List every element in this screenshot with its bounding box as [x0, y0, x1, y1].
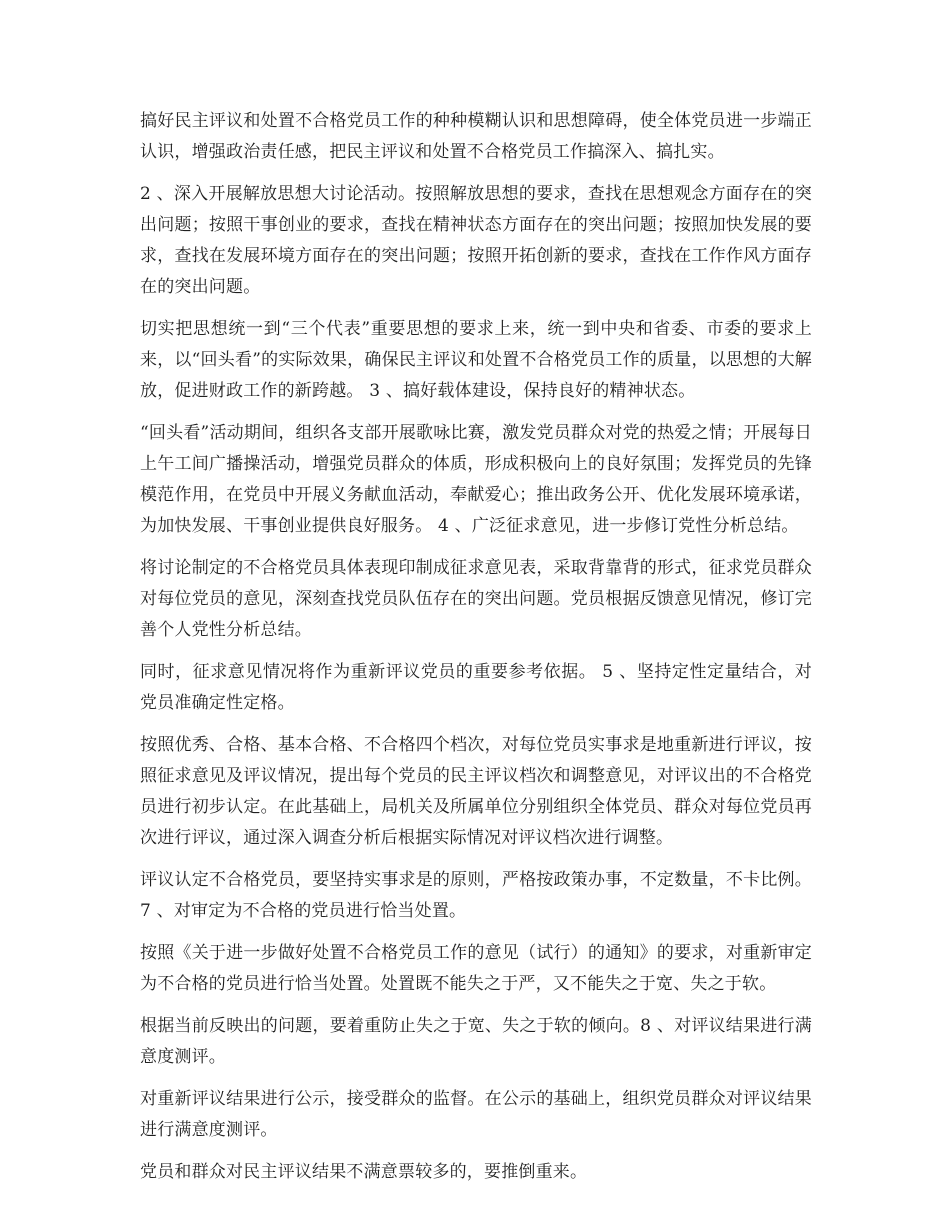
- paragraph-8: 评议认定不合格党员，要坚持实事求是的原则，严格按政策办事，不定数量，不卡比例。7 、对审定为不合格的党员进行恰当处置。: [140, 870, 812, 921]
- paragraph-1: 搞好民主评议和处置不合格党员工作的种种模糊认识和思想障碍，使全体党员进一步端正认识，增强政治责任感，把民主评议和处置不合格党员工作搞深入、搞扎实。: [140, 111, 812, 162]
- paragraph-3: 切实把思想统一到“三个代表”重要思想的要求上来，统一到中央和省委、市委的要求上来，以“回头看”的实际效果，确保民主评议和处置不合格党员工作的质量，以思想的大解放，促进财政工作的新跨越。 3 、搞好载体建设，保持良好的精神状态。: [140, 319, 812, 401]
- document-body: [140, 106, 812, 1199]
- paragraph-11: 对重新评议结果进行公示，接受群众的监督。在公示的基础上，组织党员群众对评议结果进行满意度测评。: [140, 1089, 812, 1140]
- paragraph-12: 党员和群众对民主评议结果不满意票较多的，要推倒重来。: [140, 1162, 588, 1182]
- paragraph-10: 根据当前反映出的问题，要着重防止失之于宽、失之于软的倾向。8 、对评议结果进行满意度测评。: [140, 1016, 812, 1067]
- paragraph-6: 同时，征求意见情况将作为重新评议党员的重要参考依据。 5 、坚持定性定量结合，对党员准确定性定格。: [140, 662, 812, 713]
- paragraph-9: 按照《关于进一步做好处置不合格党员工作的意见（试行）的通知》的要求，对重新审定为不合格的党员进行恰当处置。处置既不能失之于严，又不能失之于宽、失之于软。: [140, 943, 812, 994]
- paragraph-7: 按照优秀、合格、基本合格、不合格四个档次，对每位党员实事求是地重新进行评议，按照征求意见及评议情况，提出每个党员的民主评议档次和调整意见，对评议出的不合格党员进行初步认定。在此基础上，局机关及所属单位分别组织全体党员、群众对每位党员再次进行评议，通过深入调查分析后根据实际情况对评议档次进行调整。: [140, 735, 812, 848]
- paragraph-4: “回头看”活动期间，组织各支部开展歌咏比赛，激发党员群众对党的热爱之情；开展每日上午工间广播操活动，增强党员群众的体质，形成积极向上的良好氛围；发挥党员的先锋模范作用，在党员中开展义务献血活动，奉献爱心；推出政务公开、优化发展环境承诺，为加快发展、干事创业提供良好服务。 4 、广泛征求意见，进一步修订党性分析总结。: [140, 423, 812, 536]
- paragraph-5: 将讨论制定的不合格党员具体表现印制成征求意见表，采取背靠背的形式，征求党员群众对每位党员的意见，深刻查找党员队伍存在的突出问题。党员根据反馈意见情况，修订完善个人党性分析总结。: [140, 558, 812, 640]
- paragraph-2: 2 、深入开展解放思想大讨论活动。按照解放思想的要求，查找在思想观念方面存在的突出问题；按照干事创业的要求，查找在精神状态方面存在的突出问题；按照加快发展的要求，查找在发展环境方面存在的突出问题；按照开拓创新的要求，查找在工作作风方面存在的突出问题。: [140, 184, 812, 297]
